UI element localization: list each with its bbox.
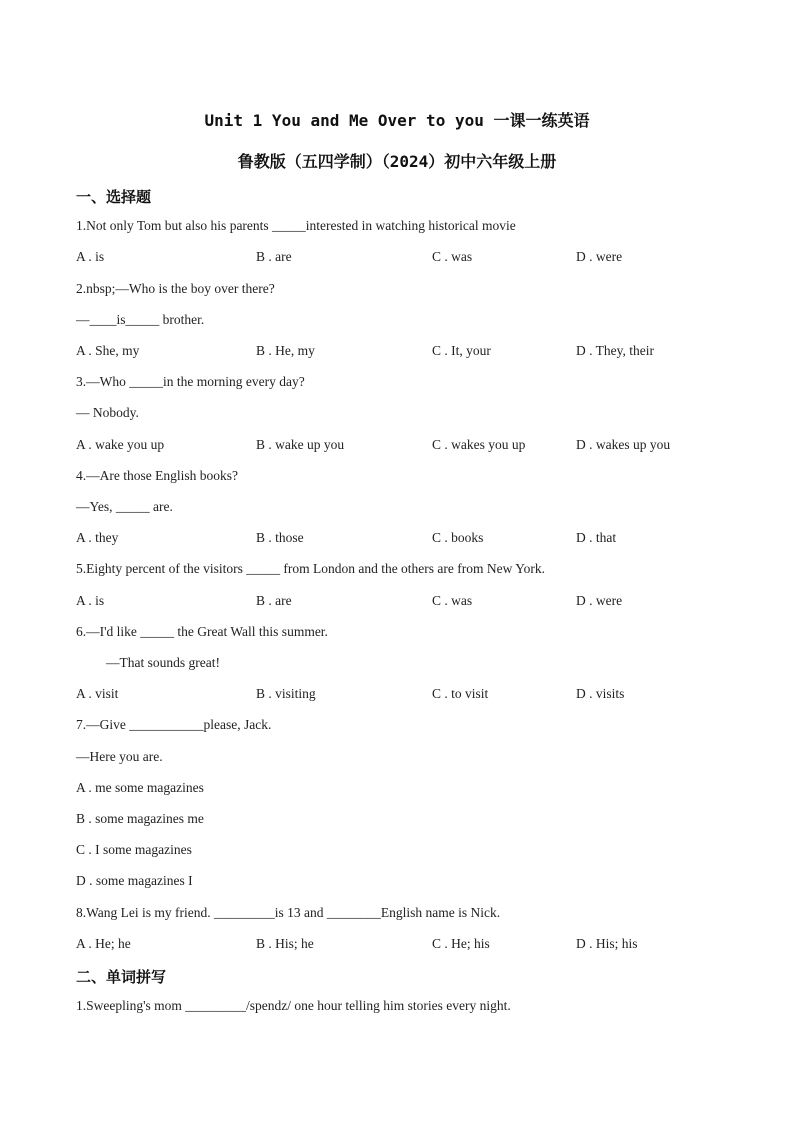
question-3-option-b[interactable]: B . wake up you <box>256 437 345 452</box>
spelling-question-1: 1.Sweepling's mom _________/spendz/ one hour telling him stories every night. <box>76 998 511 1013</box>
question-6-option-c[interactable]: C . to visit <box>432 686 489 701</box>
question-2-option-d[interactable]: D . They, their <box>576 343 654 358</box>
question-3-option-d[interactable]: D . wakes up you <box>576 437 671 452</box>
section-heading-choice: 一、选择题 <box>76 188 152 206</box>
question-1-option-a[interactable]: A . is <box>76 249 105 264</box>
question-4-option-c[interactable]: C . books <box>432 530 484 545</box>
question-8-option-a[interactable]: A . He; he <box>76 936 131 951</box>
question-4-option-a[interactable]: A . they <box>76 530 119 545</box>
question-8-option-b[interactable]: B . His; he <box>256 936 314 951</box>
question-8-option-c[interactable]: C . He; his <box>432 936 490 951</box>
question-7-option-c[interactable]: C . I some magazines <box>76 842 192 857</box>
question-2-option-a[interactable]: A . She, my <box>76 343 140 358</box>
question-6-option-b[interactable]: B . visiting <box>256 686 316 701</box>
page-subtitle: 鲁教版（五四学制）（2024）初中六年级上册 <box>237 152 557 171</box>
question-5-stem: 5.Eighty percent of the visitors _____ from London and the others are from New York. <box>76 561 546 576</box>
question-8-stem: 8.Wang Lei is my friend. _________is 13 and ________English name is Nick. <box>76 905 501 920</box>
question-4-option-b[interactable]: B . those <box>256 530 304 545</box>
question-7-stem-line2: —Here you are. <box>76 749 163 764</box>
question-3-option-c[interactable]: C . wakes you up <box>432 437 526 452</box>
question-6-option-a[interactable]: A . visit <box>76 686 119 701</box>
question-1-stem: 1.Not only Tom but also his parents _____interested in watching historical movie <box>76 218 516 233</box>
question-1-option-c[interactable]: C . was <box>432 249 473 264</box>
question-8-option-d[interactable]: D . His; his <box>576 936 638 951</box>
section-heading-spelling: 二、单词拼写 <box>76 968 167 986</box>
question-4-stem-line2: —Yes, _____ are. <box>76 499 173 514</box>
question-7-option-a[interactable]: A . me some magazines <box>76 780 204 795</box>
question-2-stem: 2.nbsp;—Who is the boy over there? <box>76 281 275 296</box>
question-7-stem: 7.—Give ___________please, Jack. <box>76 717 272 732</box>
question-4-option-d[interactable]: D . that <box>576 530 617 545</box>
question-6-option-d[interactable]: D . visits <box>576 686 625 701</box>
question-5-option-d[interactable]: D . were <box>576 593 623 608</box>
question-2-option-c[interactable]: C . It, your <box>432 343 491 358</box>
question-3-option-a[interactable]: A . wake you up <box>76 437 165 452</box>
question-6-stem-line2: —That sounds great! <box>106 655 220 670</box>
question-7-option-d[interactable]: D . some magazines I <box>76 873 193 888</box>
page-title: Unit 1 You and Me Over to you 一课一练英语 <box>204 111 590 130</box>
question-1-option-b[interactable]: B . are <box>256 249 292 264</box>
question-6-stem: 6.—I'd like _____ the Great Wall this summer. <box>76 624 328 639</box>
question-3-stem: 3.—Who _____in the morning every day? <box>76 374 305 389</box>
question-2-option-b[interactable]: B . He, my <box>256 343 315 358</box>
question-5-option-b[interactable]: B . are <box>256 593 292 608</box>
question-4-stem: 4.—Are those English books? <box>76 468 238 483</box>
question-2-stem-line2: —____is_____ brother. <box>76 312 205 327</box>
question-5-option-a[interactable]: A . is <box>76 593 105 608</box>
question-3-stem-line2: — Nobody. <box>76 405 139 420</box>
question-7-option-b[interactable]: B . some magazines me <box>76 811 204 826</box>
question-1-option-d[interactable]: D . were <box>576 249 623 264</box>
question-5-option-c[interactable]: C . was <box>432 593 473 608</box>
